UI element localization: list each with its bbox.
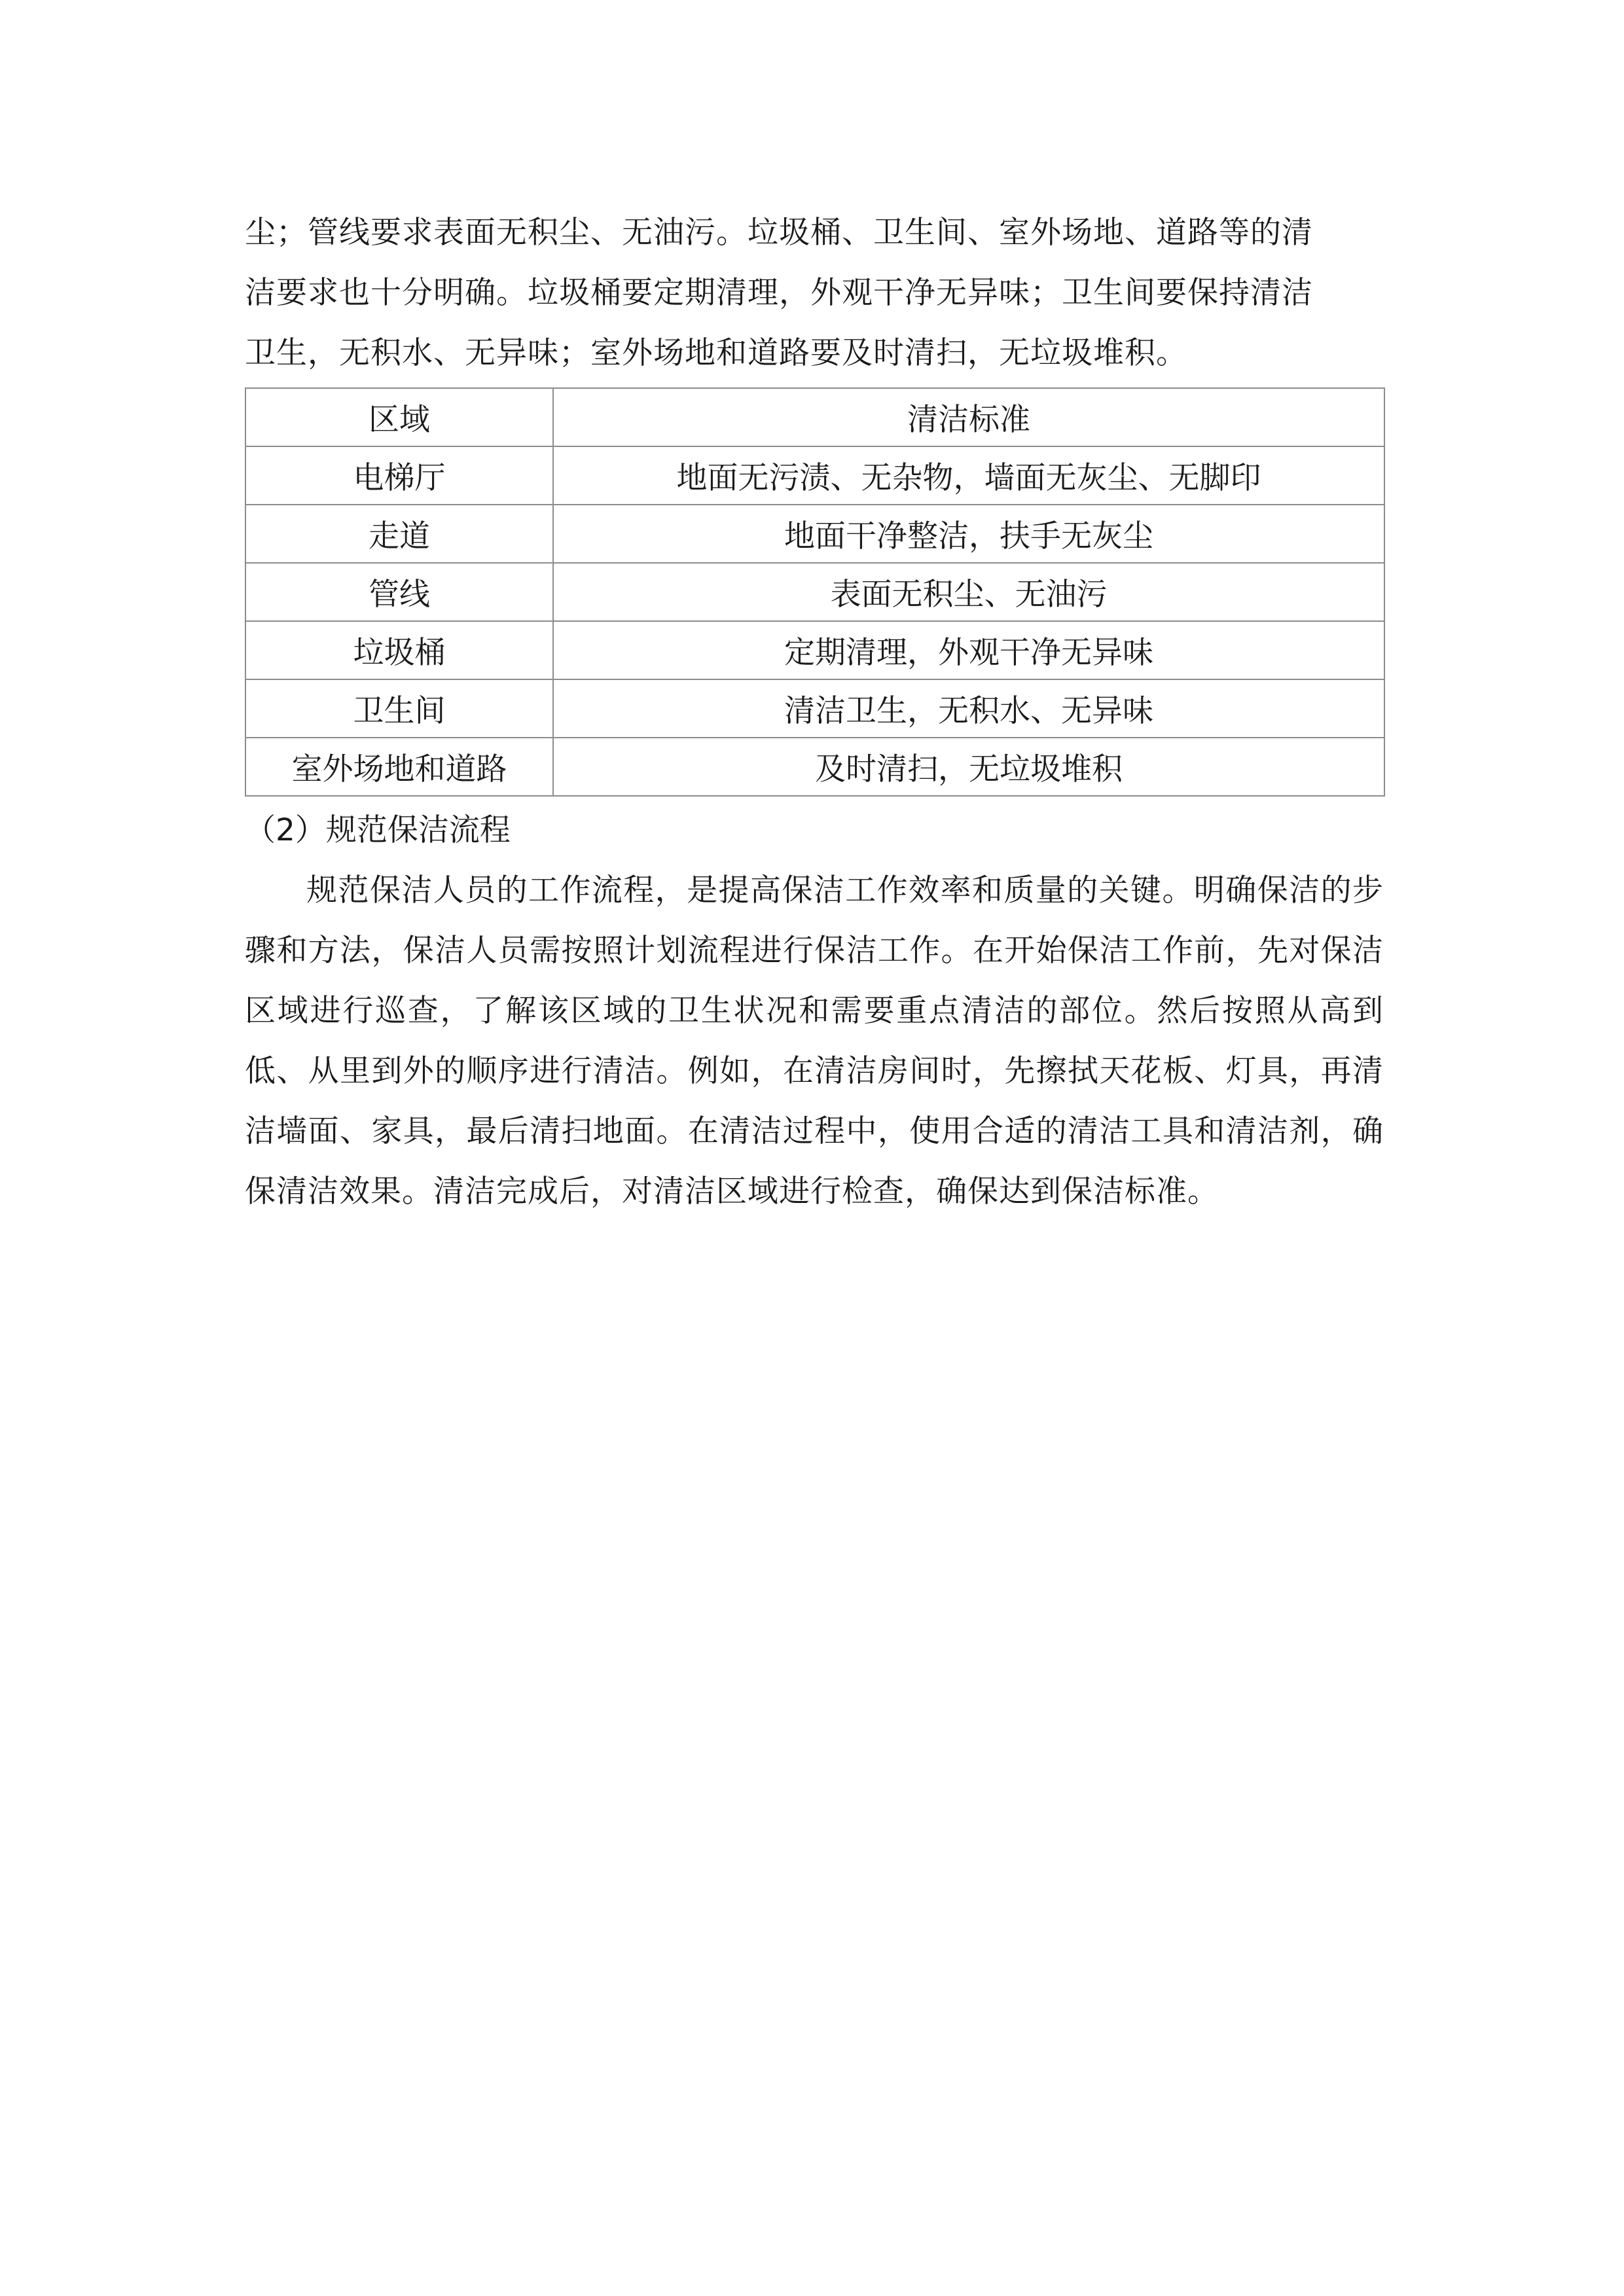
table-row bbox=[245, 679, 1384, 738]
table-cell-standard: 表面无积尘、无油污 bbox=[553, 563, 1384, 621]
table-row bbox=[245, 621, 1384, 679]
table-row bbox=[245, 446, 1384, 505]
section-heading: （2）规范保洁流程 bbox=[245, 812, 511, 848]
document-page bbox=[245, 203, 1384, 1222]
table-row bbox=[245, 738, 1384, 796]
intro-paragraph bbox=[245, 203, 1384, 384]
table-cell-area: 走道 bbox=[245, 505, 553, 563]
table-cell-standard: 地面无污渍、无杂物，墙面无灰尘、无脚印 bbox=[553, 446, 1384, 505]
table-header-row bbox=[245, 388, 1384, 446]
table-cell-area: 管线 bbox=[245, 563, 553, 621]
table-cell-standard: 定期清理，外观干净无异味 bbox=[553, 621, 1384, 679]
table-row bbox=[245, 505, 1384, 563]
intro-line: 洁要求也十分明确。垃圾桶要定期清理，外观干净无异味；卫生间要保持清洁 bbox=[245, 275, 1313, 311]
table-row bbox=[245, 563, 1384, 621]
body-paragraph: 规范保洁人员的工作流程，是提高保洁工作效率和质量的关键。明确保洁的步骤和方法，保洁人员需按照计划流程进行保洁工作。在开始保洁工作前，先对保洁区域进行巡查，了解该区域的卫生状况和需要重点清洁的部位。然后按照从高到低、从里到外的顺序进行清洁。例如，在清洁房间时，先擦拭天花板、灯具，再清洁墙面、家具，最后清扫地面。在清洁过程中，使用合适的清洁工具和清洁剂，确保清洁效果。清洁完成后，对清洁区域进行检查，确保达到保洁标准。 bbox=[245, 872, 1384, 1210]
intro-line: 尘；管线要求表面无积尘、无油污。垃圾桶、卫生间、室外场地、道路等的清 bbox=[245, 215, 1313, 251]
table-cell-standard: 及时清扫，无垃圾堆积 bbox=[553, 738, 1384, 796]
table-header-area: 区域 bbox=[245, 388, 553, 446]
table-cell-area: 卫生间 bbox=[245, 679, 553, 738]
table-cell-area: 室外场地和道路 bbox=[245, 738, 553, 796]
table-cell-area: 垃圾桶 bbox=[245, 621, 553, 679]
cleaning-standards-table bbox=[245, 387, 1385, 797]
table-header-standard: 清洁标准 bbox=[553, 388, 1384, 446]
table-cell-area: 电梯厅 bbox=[245, 446, 553, 505]
table-cell-standard: 清洁卫生，无积水、无异味 bbox=[553, 679, 1384, 738]
table-cell-standard: 地面干净整洁，扶手无灰尘 bbox=[553, 505, 1384, 563]
intro-line: 卫生，无积水、无异味；室外场地和道路要及时清扫，无垃圾堆积。 bbox=[245, 335, 1187, 371]
